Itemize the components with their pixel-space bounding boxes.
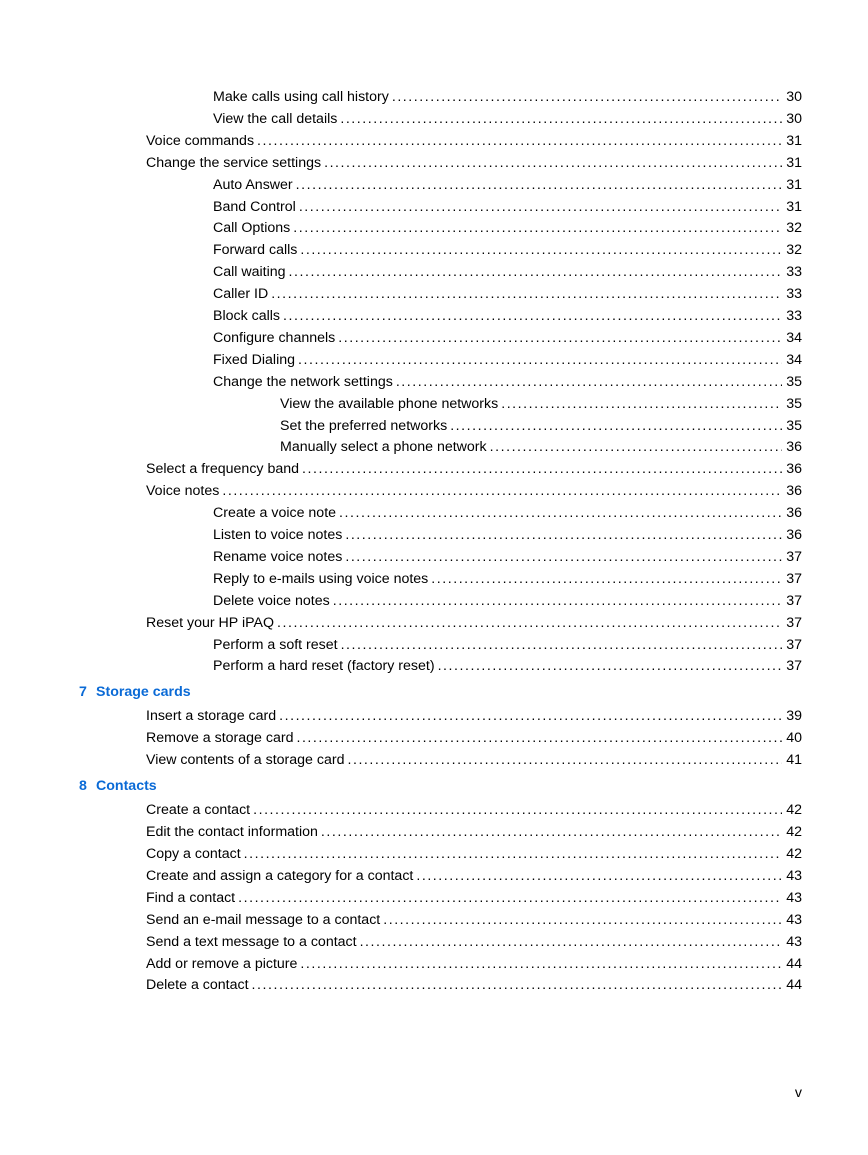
toc-entry-page: 44 xyxy=(786,977,802,994)
toc-entry-title: Perform a soft reset xyxy=(213,636,338,653)
toc-entry[interactable] xyxy=(146,823,802,841)
toc-entry-title: Reply to e-mails using voice notes xyxy=(213,570,429,587)
toc-entry-title: Create a voice note xyxy=(213,505,337,522)
toc-entry-title: Make calls using call history xyxy=(213,89,389,105)
dot-leader xyxy=(296,176,783,194)
toc-entry-page: 37 xyxy=(786,658,802,675)
toc-entry-title: Voice commands xyxy=(146,132,255,149)
toc-entry-title: View contents of a storage card xyxy=(146,752,345,769)
toc-entry-title: Set the preferred networks xyxy=(280,417,448,434)
dot-leader xyxy=(222,482,782,500)
toc-entry[interactable] xyxy=(280,417,802,435)
toc-entry-page: 30 xyxy=(786,110,802,127)
toc-entry[interactable] xyxy=(213,88,802,106)
toc-entry[interactable] xyxy=(146,845,802,863)
toc-entry[interactable] xyxy=(213,329,802,347)
toc-entry-title: Change the network settings xyxy=(213,373,393,390)
dot-leader xyxy=(338,329,782,347)
toc-entry-title: Delete a contact xyxy=(146,977,249,994)
toc-entry-title: Send a text message to a contact xyxy=(146,933,357,950)
toc-entry-title: Voice notes xyxy=(146,483,220,500)
dot-leader xyxy=(347,751,782,769)
chapter-heading[interactable] xyxy=(79,682,191,702)
toc-entry-title: View the available phone networks xyxy=(280,395,499,412)
toc-entry-page: 36 xyxy=(786,461,802,478)
chapter-number: 7 xyxy=(79,684,87,701)
toc-entry-title: Forward calls xyxy=(213,242,298,259)
dot-leader xyxy=(283,307,782,325)
dot-leader xyxy=(300,955,782,973)
toc-entry-page: 35 xyxy=(786,395,802,412)
toc-entry-page: 42 xyxy=(786,824,802,841)
toc-entry[interactable] xyxy=(213,219,802,237)
toc-entry-page: 31 xyxy=(786,176,802,193)
toc-entry[interactable] xyxy=(280,395,802,413)
toc-entry-page: 42 xyxy=(786,846,802,862)
toc-entry-page: 44 xyxy=(786,955,802,972)
toc-entry-page: 31 xyxy=(786,154,802,171)
dot-leader xyxy=(257,132,782,150)
toc-entry-title: Block calls xyxy=(213,308,281,324)
toc-entry-title: Select a frequency band xyxy=(146,461,300,478)
toc-entry-page: 34 xyxy=(786,351,802,368)
toc-entry[interactable] xyxy=(213,504,802,522)
toc-entry-title: Edit the contact information xyxy=(146,824,318,841)
toc-entry-title: Reset your HP iPAQ xyxy=(146,614,274,631)
toc-entry-page: 43 xyxy=(786,867,802,884)
toc-entry-title: Perform a hard reset (factory reset) xyxy=(213,658,435,675)
toc-entry-title: Insert a storage card xyxy=(146,708,277,725)
toc-entry-title: Caller ID xyxy=(213,286,269,303)
toc-entry[interactable] xyxy=(213,526,802,544)
dot-leader xyxy=(298,351,782,369)
dot-leader xyxy=(341,636,783,654)
toc-entry-title: Auto Answer xyxy=(213,176,293,193)
toc-entry[interactable] xyxy=(146,933,802,951)
dot-leader xyxy=(277,614,782,632)
toc-entry[interactable] xyxy=(146,889,802,907)
toc-entry[interactable] xyxy=(146,801,802,819)
dot-leader xyxy=(252,976,783,994)
dot-leader xyxy=(501,395,782,413)
toc-entry-page: 37 xyxy=(786,592,802,609)
toc-entry-page: 37 xyxy=(786,570,802,587)
toc-entry-page: 35 xyxy=(786,373,802,390)
toc-entry-page: 36 xyxy=(786,527,802,543)
toc-entry-title: Rename voice notes xyxy=(213,548,343,565)
dot-leader xyxy=(293,219,782,237)
dot-leader xyxy=(300,241,782,259)
dot-leader xyxy=(339,504,782,522)
toc-entry[interactable] xyxy=(146,460,802,478)
toc-entry[interactable] xyxy=(146,154,802,172)
toc-entry-page: 43 xyxy=(786,911,802,928)
dot-leader xyxy=(271,285,782,303)
toc-entry[interactable] xyxy=(146,729,802,747)
toc-entry[interactable] xyxy=(213,351,802,369)
dot-leader xyxy=(345,526,782,544)
toc-entry-title: Fixed Dialing xyxy=(213,351,296,368)
toc-entry[interactable] xyxy=(213,198,802,216)
toc-entry-page: 30 xyxy=(786,89,802,105)
dot-leader xyxy=(383,911,782,929)
toc-entry[interactable] xyxy=(213,548,802,566)
chapter-number: 8 xyxy=(79,778,87,795)
toc-entry-title: Band Control xyxy=(213,198,296,215)
toc-entry-page: 41 xyxy=(786,752,802,769)
chapter-title: Storage cards xyxy=(96,684,191,701)
dot-leader xyxy=(450,417,782,435)
toc-entry-page: 34 xyxy=(786,329,802,346)
toc-entry-title: Add or remove a picture xyxy=(146,955,298,972)
toc-entry-page: 33 xyxy=(786,264,802,281)
toc-entry[interactable] xyxy=(146,482,802,500)
toc-entry[interactable] xyxy=(213,241,802,259)
dot-leader xyxy=(396,373,782,391)
dot-leader xyxy=(296,729,782,747)
dot-leader xyxy=(299,198,782,216)
toc-entry-title: Create a contact xyxy=(146,802,251,819)
dot-leader xyxy=(392,88,782,106)
toc-entry-page: 36 xyxy=(786,483,802,500)
dot-leader xyxy=(333,592,782,610)
toc-entry[interactable] xyxy=(213,373,802,391)
page-number: v xyxy=(794,1085,802,1101)
dot-leader xyxy=(438,657,783,675)
toc-entry-page: 40 xyxy=(786,730,802,747)
dot-leader xyxy=(490,438,783,456)
toc-entry-page: 39 xyxy=(786,708,802,725)
dot-leader xyxy=(302,460,782,478)
dot-leader xyxy=(416,867,782,885)
chapter-title: Contacts xyxy=(96,778,157,795)
dot-leader xyxy=(360,933,783,951)
toc-entry-title: Change the service settings xyxy=(146,154,322,171)
toc-entry[interactable] xyxy=(213,636,802,654)
toc-entry-title: Call waiting xyxy=(213,264,286,281)
toc-entry[interactable] xyxy=(213,592,802,610)
toc-entry-title: Send an e-mail message to a contact xyxy=(146,911,381,928)
dot-leader xyxy=(431,570,782,588)
toc-entry[interactable] xyxy=(213,110,802,128)
dot-leader xyxy=(345,548,782,566)
toc-entry-page: 31 xyxy=(786,198,802,215)
toc-entry-page: 43 xyxy=(786,933,802,950)
dot-leader xyxy=(244,845,783,863)
toc-entry-page: 33 xyxy=(786,308,802,324)
toc-entry-title: Delete voice notes xyxy=(213,592,330,609)
toc-entry[interactable] xyxy=(280,438,802,456)
toc-entry-title: Configure channels xyxy=(213,329,336,346)
toc-entry-page: 37 xyxy=(786,548,802,565)
dot-leader xyxy=(340,110,782,128)
toc-entry[interactable] xyxy=(213,176,802,194)
dot-leader xyxy=(253,801,782,819)
toc-entry[interactable] xyxy=(146,867,802,885)
toc-entry-title: View the call details xyxy=(213,110,338,127)
toc-entry-title: Find a contact xyxy=(146,889,236,906)
toc-entry[interactable] xyxy=(146,614,802,632)
toc-entry-page: 43 xyxy=(786,889,802,906)
toc-entry[interactable] xyxy=(146,976,802,994)
toc-entry-page: 31 xyxy=(786,132,802,149)
toc-entry[interactable] xyxy=(146,751,802,769)
toc-entry[interactable] xyxy=(146,911,802,929)
toc-entry[interactable] xyxy=(213,307,802,325)
toc-entry-title: Remove a storage card xyxy=(146,730,294,747)
toc-entry-page: 32 xyxy=(786,242,802,259)
toc-entry[interactable] xyxy=(146,955,802,973)
toc-entry-page: 32 xyxy=(786,220,802,237)
toc-entry-page: 37 xyxy=(786,614,802,631)
toc-entry-page: 33 xyxy=(786,286,802,303)
toc-entry[interactable] xyxy=(146,132,802,150)
toc-entry-page: 42 xyxy=(786,802,802,819)
toc-entry-title: Call Options xyxy=(213,220,291,237)
toc-entry-page: 35 xyxy=(786,417,802,434)
chapter-heading[interactable] xyxy=(79,776,157,796)
dot-leader xyxy=(324,154,782,172)
toc-entry-title: Create and assign a category for a contact xyxy=(146,867,414,884)
toc-entry[interactable] xyxy=(146,707,802,725)
toc-entry[interactable] xyxy=(213,570,802,588)
toc-entry[interactable] xyxy=(213,263,802,281)
toc-entry-page: 37 xyxy=(786,636,802,653)
toc-entry[interactable] xyxy=(213,657,802,675)
dot-leader xyxy=(289,263,783,281)
toc-entry-page: 36 xyxy=(786,505,802,522)
dot-leader xyxy=(279,707,782,725)
toc-entry-title: Copy a contact xyxy=(146,846,241,862)
dot-leader xyxy=(238,889,782,907)
toc-entry-title: Listen to voice notes xyxy=(213,527,343,543)
toc-entry-page: 36 xyxy=(786,439,802,456)
toc-entry[interactable] xyxy=(213,285,802,303)
toc-entry-title: Manually select a phone network xyxy=(280,439,487,456)
dot-leader xyxy=(321,823,782,841)
